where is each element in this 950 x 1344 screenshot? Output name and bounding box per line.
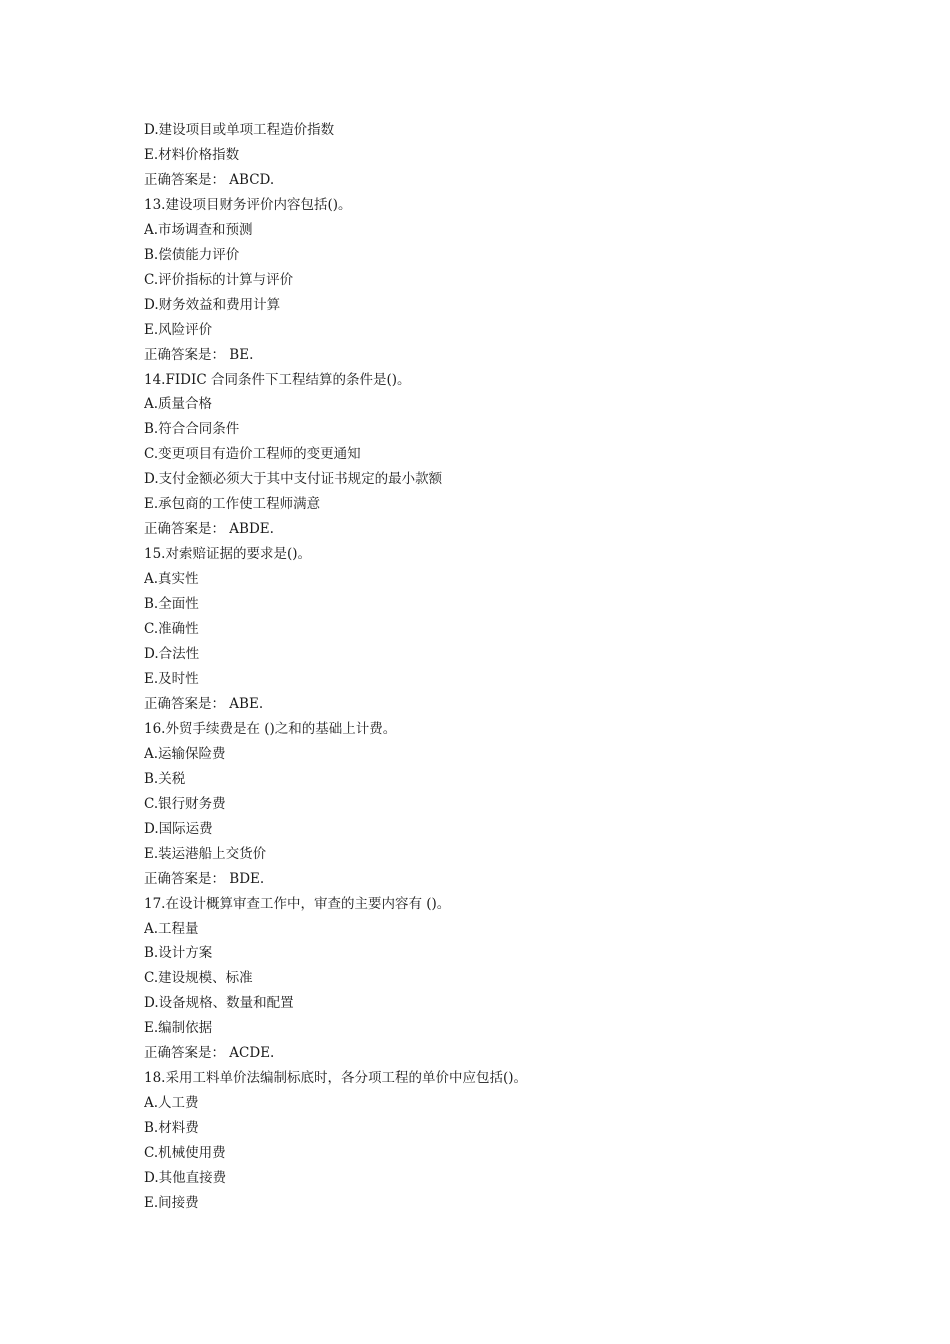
question-line: 15.对索赔证据的要求是()。 [144, 546, 312, 563]
option-line: E.及时性 [144, 670, 199, 687]
option-line: E.装运港船上交货价 [144, 845, 267, 862]
option-line: B.材料费 [144, 1120, 199, 1137]
option-line: B.关税 [144, 770, 186, 787]
option-line: C.准确性 [144, 621, 199, 638]
option-line: A.运输保险费 [144, 745, 226, 762]
option-line: B.设计方案 [144, 945, 213, 962]
option-line: D.其他直接费 [144, 1170, 227, 1187]
option-line: B.符合合同条件 [144, 421, 240, 438]
option-line: D.国际运费 [144, 820, 213, 837]
option-line: E.承包商的工作使工程师满意 [144, 496, 321, 513]
option-line: A.质量合格 [144, 396, 213, 413]
option-line: D.支付金额必须大于其中支付证书规定的最小款额 [144, 471, 443, 488]
option-line: E.风险评价 [144, 321, 213, 338]
question-line: 18.采用工料单价法编制标底时，各分项工程的单价中应包括()。 [144, 1070, 528, 1087]
question-line: 16.外贸手续费是在 ()之和的基础上计费。 [144, 720, 397, 737]
answer-line: 正确答案是： BDE. [144, 870, 265, 887]
option-line: C.银行财务费 [144, 795, 226, 812]
option-line: D.合法性 [144, 646, 200, 663]
option-line: E.编制依据 [144, 1020, 213, 1037]
answer-line: 正确答案是： BE. [144, 346, 254, 363]
option-line: A.人工费 [144, 1095, 199, 1112]
option-line: C.机械使用费 [144, 1145, 226, 1162]
option-line: A.工程量 [144, 920, 199, 937]
option-line: B.全面性 [144, 596, 199, 613]
option-line: A.真实性 [144, 571, 199, 588]
option-line: B.偿债能力评价 [144, 246, 240, 263]
option-line: E.材料价格指数 [144, 146, 240, 163]
answer-line: 正确答案是： ABE. [144, 695, 264, 712]
option-line: D.建设项目或单项工程造价指数 [144, 122, 335, 138]
answer-line: 正确答案是： ABCD. [144, 171, 275, 188]
option-line: A.市场调查和预测 [144, 221, 253, 238]
answer-line: 正确答案是： ACDE. [144, 1045, 275, 1062]
question-line: 17.在设计概算审查工作中，审查的主要内容有 ()。 [144, 895, 451, 912]
document-text [144, 118, 844, 1216]
option-line: C.评价指标的计算与评价 [144, 271, 294, 288]
option-line: C.变更项目有造价工程师的变更通知 [144, 446, 361, 463]
question-line: 14.FIDIC 合同条件下工程结算的条件是()。 [144, 371, 411, 388]
option-line: E.间接费 [144, 1194, 199, 1211]
option-line: D.财务效益和费用计算 [144, 296, 281, 313]
question-line: 13.建设项目财务评价内容包括()。 [144, 196, 352, 213]
option-line: D.设备规格、数量和配置 [144, 995, 294, 1012]
answer-line: 正确答案是： ABDE. [144, 521, 274, 538]
option-line: C.建设规模、标准 [144, 970, 253, 987]
